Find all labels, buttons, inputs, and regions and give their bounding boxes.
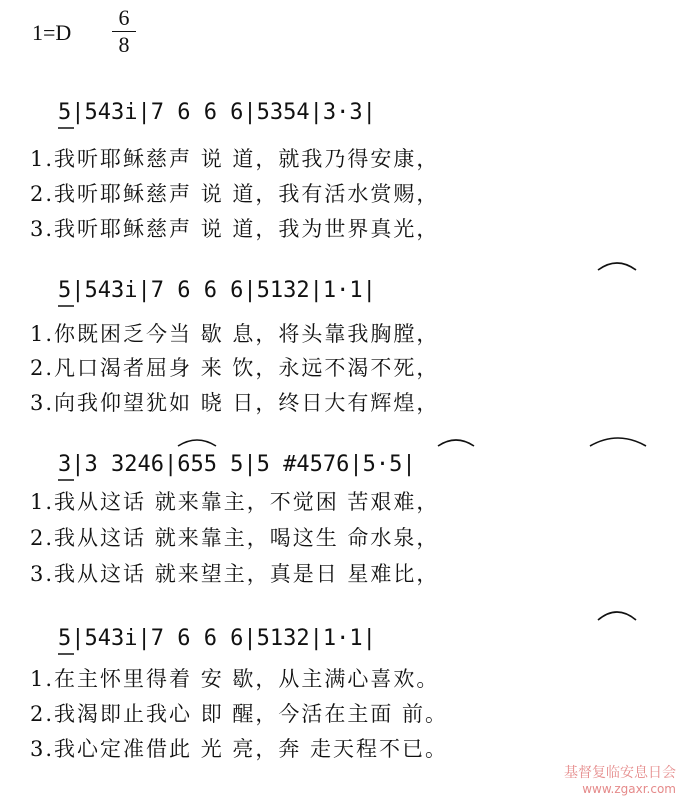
lyric-line-1-verse-1: 1.我听耶稣慈声 说 道，就我乃得安康，	[30, 147, 440, 171]
slur-mark	[438, 440, 474, 446]
lyric-line-2-verse-3: 3.向我仰望犹如 晓 日，终日大有辉煌，	[30, 391, 440, 415]
lyric-line-3-verse-1: 1.我从这话 就来靠主，不觉困 苦艰难，	[30, 490, 440, 514]
lyric-line-4-verse-2: 2.我渴即止我心 即 醒，今活在主面 前。	[30, 702, 449, 726]
watermark-url: www.zgaxr.com	[582, 782, 676, 796]
time-signature-top: 6	[118, 5, 130, 30]
key-signature: 1=D	[32, 20, 72, 45]
lyric-line-2-verse-2: 2.凡口渴者屈身 来 饮，永远不渴不死，	[30, 356, 440, 380]
notation-line-2: 5|543i|7 6 6 6|5132|1·1|	[58, 278, 376, 303]
slur-mark	[590, 438, 646, 446]
tie-mark	[598, 612, 636, 620]
lyric-line-2-verse-1: 1.你既困乏今当 歇 息，将头靠我胸膛，	[30, 322, 440, 346]
lyric-line-4-verse-3: 3.我心定准借此 光 亮，奔 走天程不已。	[30, 737, 449, 761]
lyric-line-1-verse-2: 2.我听耶稣慈声 说 道，我有活水赏赐，	[30, 182, 440, 206]
watermark-text: 基督复临安息日会	[564, 765, 676, 781]
notation-line-4: 5|543i|7 6 6 6|5132|1·1|	[58, 626, 376, 651]
notation-line-3: 3|3 3246|655 5|5 #4576|5·5|	[58, 452, 416, 477]
lyric-line-1-verse-3: 3.我听耶稣慈声 说 道，我为世界真光，	[30, 217, 440, 241]
lyric-line-3-verse-3: 3.我从这话 就来望主，真是日 星难比，	[30, 562, 440, 586]
tie-mark	[598, 263, 636, 270]
time-signature-bottom: 8	[118, 32, 130, 57]
lyric-line-4-verse-1: 1.在主怀里得着 安 歇，从主满心喜欢。	[30, 667, 440, 691]
slur-mark	[178, 440, 216, 446]
lyric-line-3-verse-2: 2.我从这话 就来靠主，喝这生 命水泉，	[30, 526, 440, 550]
notation-line-1: 5|543i|7 6 6 6|5354|3·3|	[58, 100, 376, 125]
